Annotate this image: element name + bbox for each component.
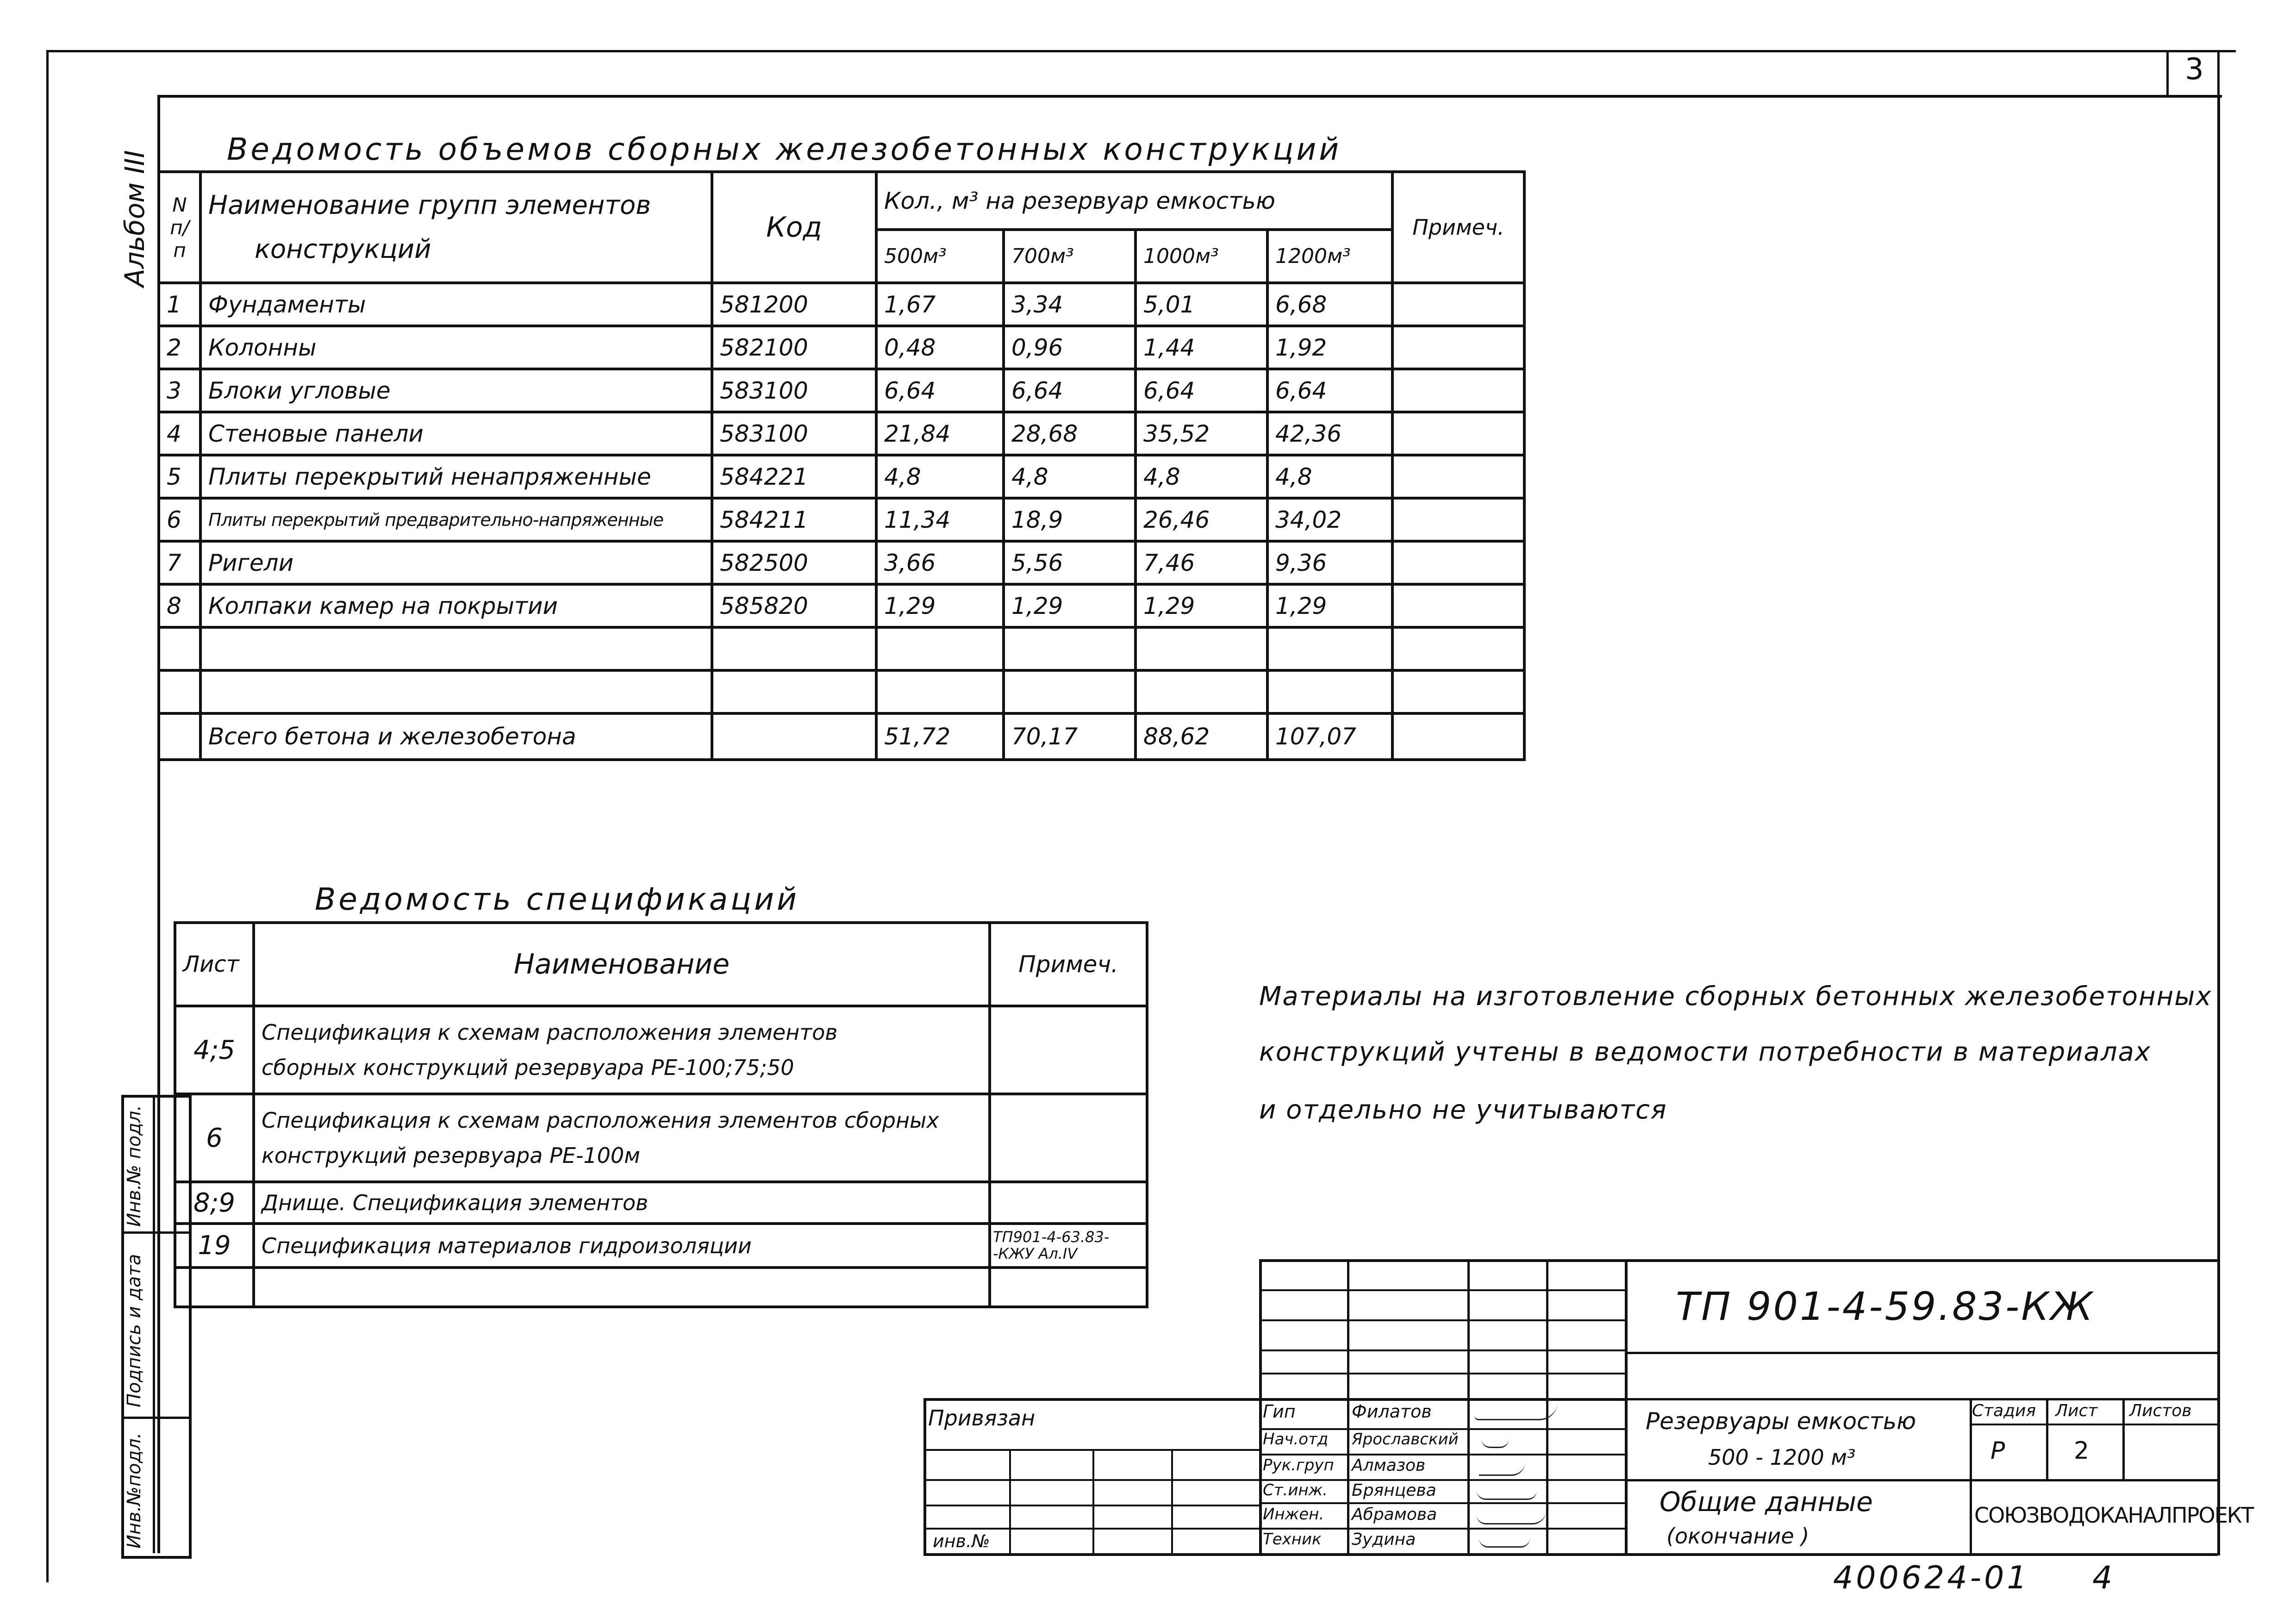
staff-role-6: Техник xyxy=(1263,1530,1322,1549)
page-number: 3 xyxy=(2185,52,2204,87)
signature-2 xyxy=(1481,1428,1509,1448)
organization: СОЮЗВОДОКАНАЛПРОЕКТ xyxy=(1974,1503,2253,1528)
specs-table xyxy=(174,921,1148,1308)
table-row: 4;5 Спецификация к схемам расположения элементов сборных конструкций резервуара РЕ-100;75;50 xyxy=(175,1006,1147,1094)
signature-5 xyxy=(1477,1505,1546,1524)
volumes-title: Ведомость объемов сборных железобетонных конструкций xyxy=(227,131,1342,167)
object-line-2: 500 - 1200 м³ xyxy=(1708,1445,1856,1470)
sheet-value: 2 xyxy=(2074,1437,2090,1465)
stage-label: Стадия xyxy=(1972,1401,2036,1420)
cap-500: 500м³ xyxy=(876,230,1004,283)
table-row: 19 Спецификация материалов гидроизоляции ТП901-4-63.83- -КЖУ Ал.IV xyxy=(175,1224,1147,1268)
frame-left xyxy=(46,50,49,1582)
inner-right xyxy=(2217,95,2220,1424)
specs-name-header: Наименование xyxy=(254,923,990,1006)
note-line-3: и отдельно не учитываются xyxy=(1259,1095,1667,1125)
sheet-title-line-2: (окончание ) xyxy=(1666,1524,1809,1549)
table-row-empty xyxy=(175,1268,1147,1307)
archive-page: 4 xyxy=(2092,1560,2113,1596)
object-line-1: Резервуары емкостью xyxy=(1646,1408,1916,1435)
side-stamp-inv-number: Инв.№подл. xyxy=(124,1432,145,1549)
stage-value: Р xyxy=(1990,1437,2005,1465)
staff-name-1: Филатов xyxy=(1352,1401,1432,1422)
staff-name-2: Ярославский xyxy=(1352,1430,1459,1449)
note-line-2: конструкций учтены в ведомости потребности в материалах xyxy=(1259,1037,2152,1067)
doc-code: ТП 901-4-59.83-КЖ xyxy=(1676,1284,2095,1329)
staff-role-4: Ст.инж. xyxy=(1263,1481,1328,1499)
inner-top xyxy=(157,95,2222,98)
staff-role-1: Гип xyxy=(1263,1401,1296,1422)
col-name-header: Наименование групп элементов конструкций xyxy=(200,172,712,283)
col-code-header: Код xyxy=(712,172,876,283)
table-row: 8 Колпаки камер на покрытии 585820 1,29 1,29 1,29 1,29 xyxy=(159,584,1524,627)
table-row: 6 Спецификация к схемам расположения элементов сборных конструкций резервуара РЕ-100м xyxy=(175,1094,1147,1182)
table-row: 7 Ригели 582500 3,66 5,56 7,46 9,36 xyxy=(159,541,1524,584)
table-row: 2 Колонны 582100 0,48 0,96 1,44 1,92 xyxy=(159,326,1524,369)
inv-label: инв.№ xyxy=(933,1531,990,1551)
staff-name-3: Алмазов xyxy=(1352,1456,1426,1475)
binding-label: Привязан xyxy=(928,1405,1036,1430)
specs-title: Ведомость спецификаций xyxy=(315,881,799,917)
cap-1000: 1000м³ xyxy=(1136,230,1267,283)
cap-700: 700м³ xyxy=(1004,230,1136,283)
table-row: 8;9 Днище. Спецификация элементов xyxy=(175,1182,1147,1224)
specs-note-header: Примеч. xyxy=(990,923,1147,1006)
signature-1 xyxy=(1474,1400,1558,1420)
staff-role-5: Инжен. xyxy=(1263,1505,1324,1524)
col-volume-header: Кол., м³ на резервуар емкостью xyxy=(876,172,1392,230)
table-row-empty xyxy=(159,627,1524,670)
staff-name-4: Брянцева xyxy=(1352,1481,1436,1500)
staff-role-3: Рук.груп xyxy=(1263,1456,1334,1474)
staff-name-5: Абрамова xyxy=(1352,1505,1437,1524)
specs-sheet-header: Лист xyxy=(175,923,254,1006)
table-row-empty xyxy=(159,670,1524,713)
side-stamp-signature-date: Подпись и дата xyxy=(124,1254,145,1407)
sheet-title-line-1: Общие данные xyxy=(1660,1486,1873,1518)
col-note-header: Примеч. xyxy=(1392,172,1524,283)
archive-number: 400624-01 xyxy=(1833,1560,2030,1596)
album-label: Альбом III xyxy=(119,150,150,287)
note-line-1: Материалы на изготовление сборных бетонных железобетонных xyxy=(1259,981,2212,1012)
sheets-label: Листов xyxy=(2129,1401,2192,1420)
table-row: 3 Блоки угловые 583100 6,64 6,64 6,64 6,64 xyxy=(159,369,1524,412)
side-stamp-inv-podl: Инв.№ подл. xyxy=(124,1105,145,1227)
signature-6 xyxy=(1479,1528,1530,1548)
table-row: 6 Плиты перекрытий предварительно-напряженные 584211 11,34 18,9 26,46 34,02 xyxy=(159,498,1524,541)
signature-4 xyxy=(1477,1480,1537,1500)
staff-role-2: Нач.отд xyxy=(1263,1430,1329,1449)
table-row: 1 Фундаменты 581200 1,67 3,34 5,01 6,68 xyxy=(159,283,1524,326)
sheet-label: Лист xyxy=(2055,1401,2098,1420)
volumes-table xyxy=(157,170,1526,761)
table-total-row: Всего бетона и железобетона 51,72 70,17 88,62 107,07 xyxy=(159,713,1524,760)
col-num-header: N п/п xyxy=(159,172,200,283)
cap-1200: 1200м³ xyxy=(1267,230,1392,283)
signature-3 xyxy=(1479,1456,1525,1476)
frame-top xyxy=(46,50,2236,52)
table-row: 5 Плиты перекрытий ненапряженные 584221 4,8 4,8 4,8 4,8 xyxy=(159,455,1524,498)
staff-name-6: Зудина xyxy=(1352,1530,1416,1549)
table-row: 4 Стеновые панели 583100 21,84 28,68 35,52 42,36 xyxy=(159,412,1524,455)
